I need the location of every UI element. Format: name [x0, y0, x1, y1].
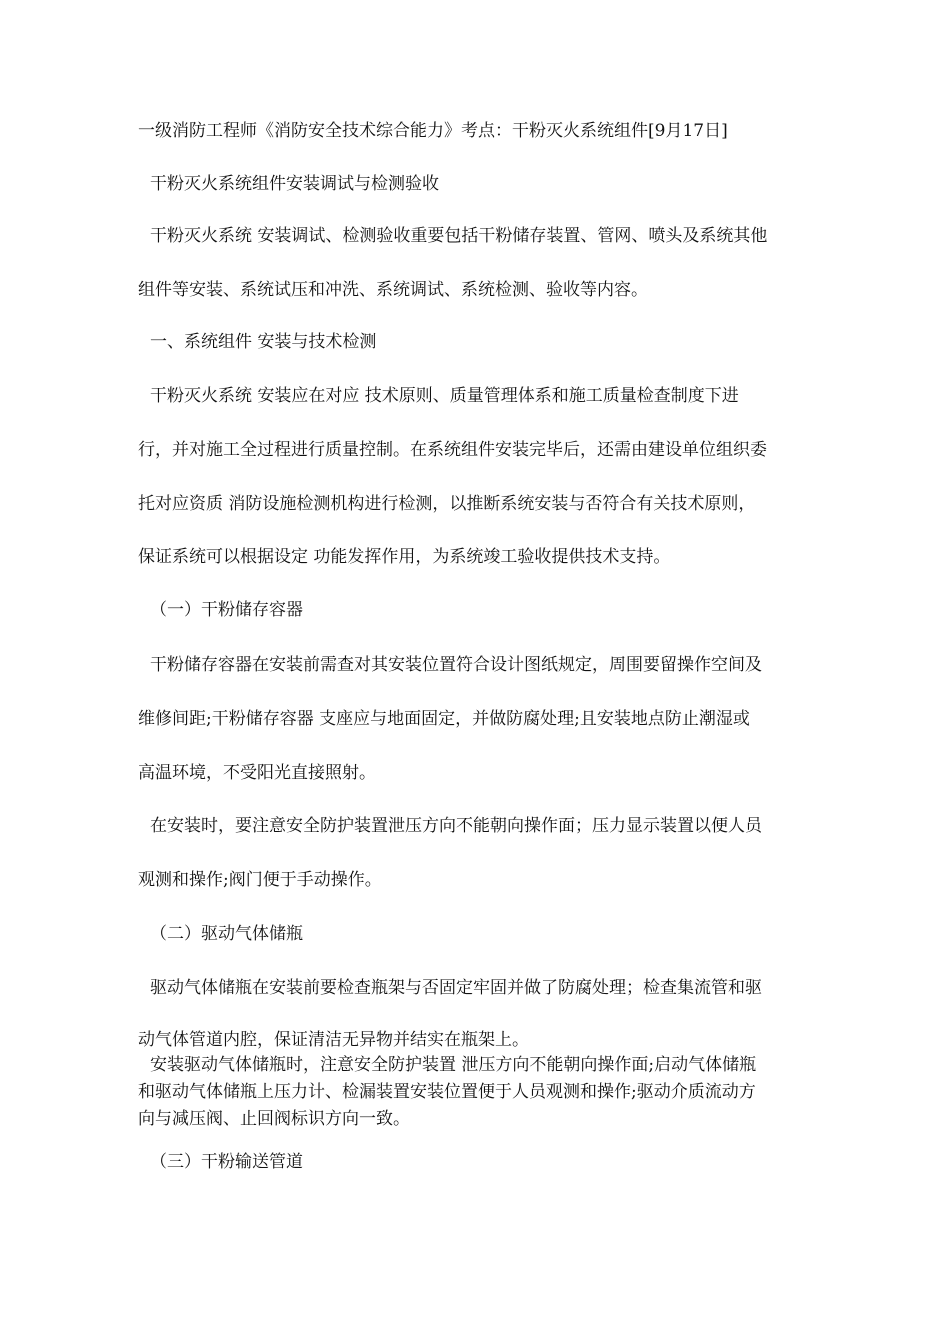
document-title: 一级消防工程师《消防安全技术综合能力》考点：干粉灭火系统组件[9月17日]	[138, 121, 728, 141]
paragraph-4-line-2: 观测和操作;阀门便于手动操作。	[138, 870, 382, 890]
paragraph-1-line-2: 组件等安装、系统试压和冲洗、系统调试、系统检测、验收等内容。	[138, 280, 648, 300]
paragraph-2-line-1: 干粉灭火系统 安装应在对应 技术原则、质量管理体系和施工质量检查制度下进	[150, 386, 739, 406]
paragraph-6-line-1: 安装驱动气体储瓶时，注意安全防护装置 泄压方向不能朝向操作面;启动气体储瓶	[150, 1055, 757, 1075]
paragraph-3-line-1: 干粉储存容器在安装前需查对其安装位置符合设计图纸规定，周围要留操作空间及	[150, 655, 762, 675]
paragraph-5-line-1: 驱动气体储瓶在安装前要检查瓶架与否固定牢固并做了防腐处理；检查集流管和驱	[150, 978, 762, 998]
paragraph-2-line-2: 行，并对施工全过程进行质量控制。在系统组件安装完毕后，还需由建设单位组织委	[138, 440, 767, 460]
paragraph-2-line-3: 托对应资质 消防设施检测机构进行检测，以推断系统安装与否符合有关技术原则，	[138, 494, 756, 514]
paragraph-3-line-3: 高温环境，不受阳光直接照射。	[138, 763, 376, 783]
paragraph-5-line-2: 动气体管道内腔，保证清洁无异物并结实在瓶架上。	[138, 1030, 529, 1050]
heading-1: 一、系统组件 安装与技术检测	[150, 332, 377, 352]
paragraph-3-line-2: 维修间距;干粉储存容器 支座应与地面固定，并做防腐处理;且安装地点防止潮湿或	[138, 709, 750, 729]
paragraph-6-line-2: 和驱动气体储瓶上压力计、检漏装置安装位置便于人员观测和操作;驱动介质流动方	[138, 1082, 756, 1102]
heading-4: （三）干粉输送管道	[150, 1152, 303, 1172]
paragraph-6-line-3: 向与减压阀、止回阀标识方向一致。	[138, 1109, 410, 1129]
paragraph-1-line-1: 干粉灭火系统 安装调试、检测验收重要包括干粉储存装置、管网、喷头及系统其他	[150, 226, 768, 246]
heading-3: （二）驱动气体储瓶	[150, 924, 303, 944]
paragraph-2-line-4: 保证系统可以根据设定 功能发挥作用，为系统竣工验收提供技术支持。	[138, 547, 671, 567]
paragraph-4-line-1: 在安装时，要注意安全防护装置泄压方向不能朝向操作面；压力显示装置以便人员	[150, 816, 762, 836]
heading-2: （一）干粉储存容器	[150, 600, 303, 620]
section-subtitle: 干粉灭火系统组件安装调试与检测验收	[150, 174, 439, 194]
